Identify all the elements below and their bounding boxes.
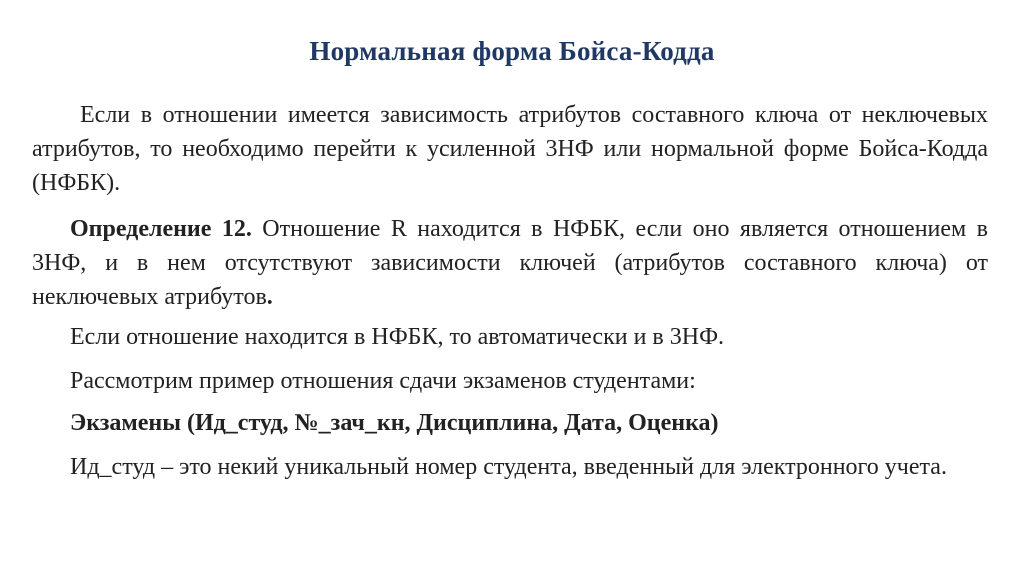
paragraph-definition: [32, 212, 988, 314]
paragraph-auto-3nf: Если отношение находится в НФБК, то автоматически и в 3НФ.: [70, 324, 725, 350]
definition-end: .: [266, 284, 273, 310]
paragraph-example-intro: Рассмотрим пример отношения сдачи экзаменов студентами:: [70, 368, 696, 394]
definition-text: Отношение R находится в НФБК, если оно является отношением в 3НФ, и в нем отсутствуют зависимости ключей (атрибутов составного ключа) от неключевых атрибутов: [32, 216, 988, 310]
slide-title: Нормальная форма Бойса-Кодда: [309, 36, 715, 66]
definition-label: Определение 12.: [70, 216, 252, 242]
relation-schema: Экзамены (Ид_студ, №_зач_кн, Дисциплина, Дата, Оценка): [70, 410, 719, 436]
paragraph-intro: Если в отношении имеется зависимость атрибутов составного ключа от неключевых атрибутов, то необходимо перейти к усиленной 3НФ или нормальной форме Бойса-Кодда (НФБК).: [32, 102, 988, 196]
paragraph-student-id: Ид_студ – это некий уникальный номер студента, введенный для электронного учета.: [70, 454, 947, 480]
